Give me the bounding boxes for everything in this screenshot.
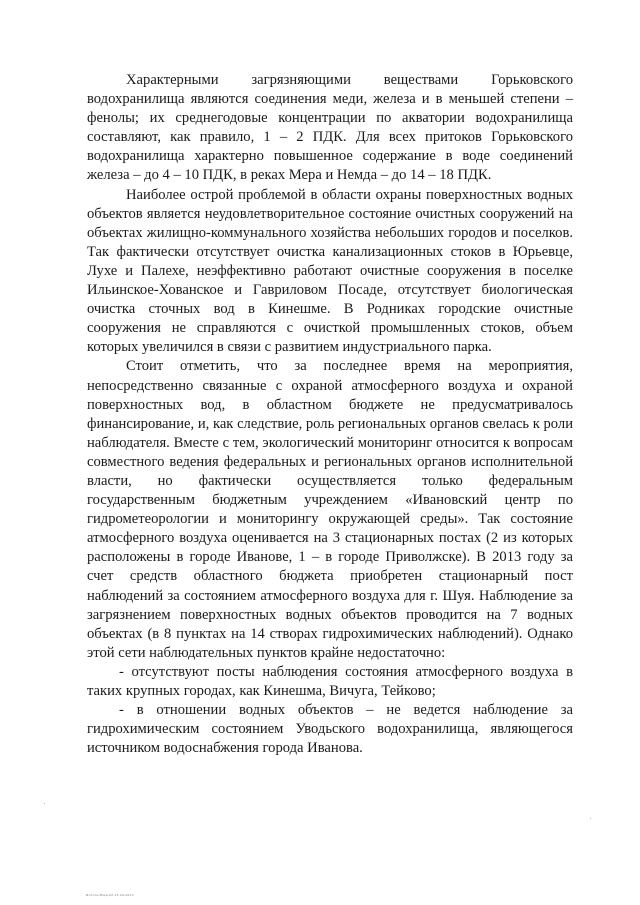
paragraph-monitoring: Стоит отметить, что за последнее время на мероприятия, непосредственно связанные с охраной атмосферного воздуха и охраной поверхностных вод, в областном бюджете не предусматривалось финансирование, и, как следствие, роль региональных органов свелась к роли наблюдателя. Вместе с тем, экологический мониторинг относится к вопросам совместного ведения федеральных и региональных органов исполнительной власти, но фактически осуществляется только федеральным государственным бюджетным учреждением «Ивановский центр по гидрометеорологии и мониторингу окружающей среды». Так состояние атмосферного воздуха оценивается на 3 стационарных постах (2 из которых расположены в городе Иванове, 1 – в городе Приволжске). В 2013 году за счет средств областного бюджета приобретен стационарный пост наблюдений за состоянием атмосферного воздуха для г. Шуя. Наблюдение за загрязнением поверхностных водных объектов проводится на 7 водных объектах (в 8 пунктах на 14 створах гидрохимических наблюдений). Однако этой сети наблюдательных пунктов крайне недостаточно: [87, 358, 573, 661]
bullet-item-water-monitoring: - в отношении водных объектов – не ведется наблюдение за гидрохимическим состоянием Уводьского водохранилища, являющегося источником водоснабжения города Иванова. [87, 702, 573, 757]
paragraph-treatment-facilities: Наиболее острой проблемой в области охраны поверхностных водных объектов является неудовлетворительное состояние очистных сооружений на объектах жилищно-коммунального хозяйства небольших городов и поселков. Так фактически отсутствует очистка канализационных стоков в Юрьевце, Лухе и Палехе, неэффективно работают очистные сооружения в поселке Ильинское-Хованское и Гавриловом Посаде, отсутствует биологическая очистка сточных вод в Кинешме. В Родниках городские очистные сооружения не справляются с очисткой промышленных стоков, объем которых увеличился в связи с развитием индустриального парка. [87, 186, 573, 356]
paragraph-pollutants: Характерными загрязняющими веществами Горьковского водохранилища являются соединения меди, железа и в меньшей степени – фенолы; их среднегодовые концентрации по акватории водохранилища составляют, как правило, 1 – 2 ПДК. Для всех притоков Горьковского водохранилища характерно повышенное содержание в воде соединений железа – до 4 – 10 ПДК, в реках Мера и Немда – до 14 – 18 ПДК. [87, 72, 573, 184]
scan-speck [44, 803, 45, 804]
bullet-item-air-posts: - отсутствуют посты наблюдения состояния атмосферного воздуха в таких крупных городах, как Кинешма, Вичуга, Тейково; [87, 663, 573, 699]
scan-speck [590, 818, 591, 819]
document-body [87, 71, 573, 758]
footer-filename: Исполн.Мжд.02.13.29-2013 [86, 893, 134, 897]
